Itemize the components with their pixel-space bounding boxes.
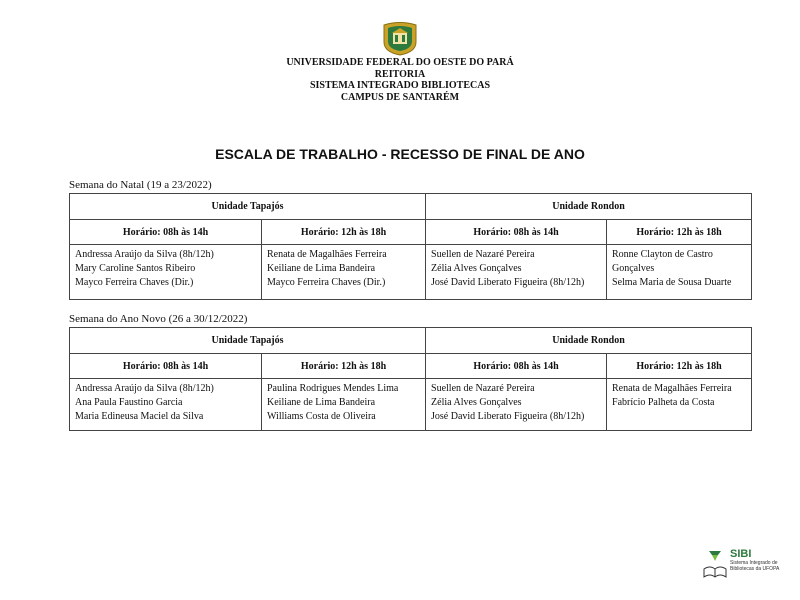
staff-list bbox=[607, 379, 752, 431]
staff-name: Fabrício Palheta da Costa bbox=[612, 396, 715, 408]
staff-name: Mayco Ferreira Chaves (Dir.) bbox=[75, 276, 194, 288]
staff-list bbox=[426, 245, 607, 300]
shift-header: Horário: 12h às 18h bbox=[607, 220, 752, 245]
logo-subtitle: Sistema Integrado de Bibliotecas da UFOPA bbox=[730, 560, 780, 572]
staff-name: Williams Costa de Oliveira bbox=[267, 410, 376, 422]
staff-name: Renata de Magalhães Ferreira bbox=[612, 383, 732, 394]
staff-name: José David Liberato Figueira (8h/12h) bbox=[431, 276, 585, 288]
staff-list bbox=[426, 379, 607, 431]
staff-name: Mayco Ferreira Chaves (Dir.) bbox=[267, 276, 386, 288]
week-label-new-year: Semana do Ano Novo (26 a 30/12/2022) bbox=[69, 313, 248, 325]
staff-name: Ronne Clayton de Castro Gonçalves bbox=[612, 249, 713, 274]
staff-list bbox=[262, 379, 426, 431]
staff-list bbox=[70, 379, 262, 431]
staff-name: Ana Paula Faustino Garcia bbox=[75, 396, 183, 408]
staff-name: Andressa Araújo da Silva (8h/12h) bbox=[75, 383, 214, 394]
unit-header-rondon: Unidade Rondon bbox=[426, 328, 752, 354]
week-label-christmas: Semana do Natal (19 a 23/2022) bbox=[69, 179, 212, 191]
header-university: UNIVERSIDADE FEDERAL DO OESTE DO PARÁ bbox=[286, 57, 514, 68]
unit-header-rondon: Unidade Rondon bbox=[426, 194, 752, 220]
staff-name: Paulina Rodrigues Mendes Lima bbox=[267, 383, 399, 394]
staff-name: Keiliane de Lima Bandeira bbox=[267, 396, 376, 408]
schedule-table-new-year bbox=[69, 327, 752, 431]
shift-header: Horário: 12h às 18h bbox=[262, 220, 426, 245]
sibi-logo bbox=[730, 548, 788, 572]
staff-name: Maria Edineusa Maciel da Silva bbox=[75, 410, 204, 422]
staff-list bbox=[70, 245, 262, 300]
staff-name: Andressa Araújo da Silva (8h/12h) bbox=[75, 249, 214, 260]
university-crest-icon bbox=[380, 22, 420, 56]
staff-name: Zélia Alves Gonçalves bbox=[431, 396, 522, 408]
document-title: ESCALA DE TRABALHO - RECESSO DE FINAL DE ANO bbox=[215, 146, 585, 162]
staff-name: Renata de Magalhães Ferreira bbox=[267, 249, 387, 260]
shift-header: Horário: 12h às 18h bbox=[607, 354, 752, 379]
staff-name: Zélia Alves Gonçalves bbox=[431, 262, 522, 274]
staff-name: José David Liberato Figueira (8h/12h) bbox=[431, 410, 585, 422]
shift-header: Horário: 08h às 14h bbox=[426, 220, 607, 245]
unit-header-tapajos: Unidade Tapajós bbox=[70, 328, 426, 354]
shift-header: Horário: 08h às 14h bbox=[70, 220, 262, 245]
staff-list bbox=[262, 245, 426, 300]
header-library-system: SISTEMA INTEGRADO BIBLIOTECAS bbox=[309, 80, 491, 91]
header-rectory: REITORIA bbox=[374, 68, 426, 80]
header-campus: CAMPUS DE SANTARÉM bbox=[340, 91, 460, 103]
institution-header bbox=[0, 57, 800, 103]
unit-header-tapajos: Unidade Tapajós bbox=[70, 194, 426, 220]
schedule-table-christmas bbox=[69, 193, 752, 300]
staff-name: Suellen de Nazaré Pereira bbox=[431, 383, 535, 394]
staff-name: Mary Caroline Santos Ribeiro bbox=[75, 262, 196, 274]
logo-title: SIBI bbox=[730, 548, 752, 560]
shift-header: Horário: 12h às 18h bbox=[262, 354, 426, 379]
shift-header: Horário: 08h às 14h bbox=[70, 354, 262, 379]
shift-header: Horário: 08h às 14h bbox=[426, 354, 607, 379]
staff-name: Keiliane de Lima Bandeira bbox=[267, 262, 376, 274]
staff-name: Suellen de Nazaré Pereira bbox=[431, 249, 535, 260]
staff-name: Selma Maria de Sousa Duarte bbox=[612, 276, 732, 288]
staff-list bbox=[607, 245, 752, 300]
